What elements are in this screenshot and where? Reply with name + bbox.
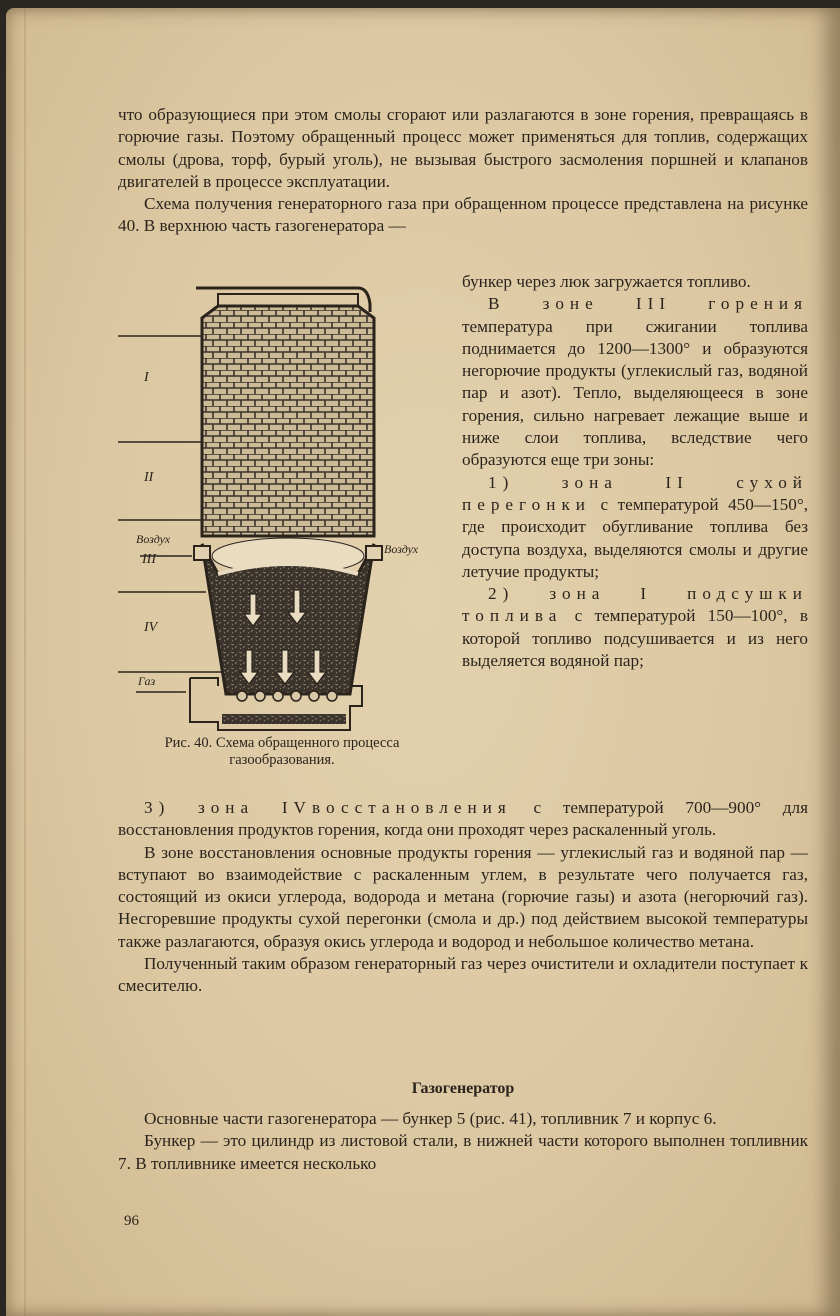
zone-label-4: IV <box>144 620 158 635</box>
paragraph: Бункер — это цилиндр из листовой стали, в нижней части которого выполнен топливник 7. В топливнике имеется несколько <box>118 1131 808 1173</box>
paragraph: В зоне восстановления основные продукты горения — углекислый газ и водяной пар — вступают во взаимодействие с раскаленным углем, в результате чего получается газ, состоящий из окиси углерода, водорода и метана (горючие газы) и азота (негорючий газ). Несгоревшие продукты сухой перегонки (смола и др.) под действием высокой температуры также разлагаются, образуя окись углерода и водород и небольшое количество метана. <box>118 842 808 951</box>
paragraph: бункер через люк загружается топливо. <box>462 272 751 291</box>
section-heading: Газогенератор <box>411 1080 515 1097</box>
paragraph: что образующиеся при этом смолы сгорают или разлагаются в зоне горения, превращаясь в горючие газы. Поэтому обращенный процесс может применяться для топлив, содержащих смолы (дрова, торф, бурый уголь), не вызывая быстрого засмоления поршней и клапанов двигателей в процессе эксплуатации. <box>118 105 808 191</box>
section-text <box>118 1108 808 1175</box>
paragraph-text: с температурой 450—150°, где происходит обугливание топлива без доступа воздуха, выделяются смолы и другие летучие продукты; <box>462 494 808 581</box>
zone-label-2: II <box>144 470 154 485</box>
gas-generator-diagram <box>118 274 438 734</box>
side-column <box>462 271 808 672</box>
bottom-text <box>118 797 808 998</box>
top-text <box>118 104 808 238</box>
paragraph-text: с температурой 700—900° для восстановления продуктов горения, когда они проходят через раскаленный уголь. <box>118 798 808 840</box>
gas-label: Газ <box>138 674 156 688</box>
paragraph: Полученный таким образом генераторный газ через очистители и охладители поступает к смесителю. <box>118 954 808 996</box>
paragraph-text: с температурой 150—100°, в которой топливо подсушивается и из него выделяется водяной пар; <box>462 606 808 671</box>
zone-label-1: I <box>144 370 149 385</box>
zone-term: 1) зона II сухой перегонки <box>462 472 808 514</box>
zone-label-3: III <box>142 552 156 567</box>
page-number: 96 <box>124 1213 139 1229</box>
figure-gas-generator <box>118 274 438 734</box>
zone-term: 3) зона IVвосстановления <box>144 798 512 817</box>
paragraph: Основные части газогенератора — бункер 5 (рис. 41), топливник 7 и корпус 6. <box>144 1109 717 1128</box>
paragraph: Схема получения генераторного газа при обращенном процессе представлена на рисунке 40. В верхнюю часть газогенератора — <box>118 194 808 236</box>
air-label-right: Воздух <box>384 542 419 556</box>
paragraph-text: температура при сжигании топлива поднимается до 1200—1300° и образуются негорючие продукты (углекислый газ, водяной пар и азот). Тепло, выделяющееся в зоне горения, сильно нагревает лежащие выше и ниже слои топлива, вследствие чего образуются еще три зоны: <box>462 316 808 470</box>
zone-term: В зоне III горения <box>488 294 808 314</box>
book-page <box>6 8 840 1316</box>
figure-caption: Рис. 40. Схема обращенного процесса газообразования. <box>164 735 400 768</box>
zone-term: 2) зона I подсушки топлива <box>462 584 808 626</box>
air-label-left: Воздух <box>136 532 171 546</box>
